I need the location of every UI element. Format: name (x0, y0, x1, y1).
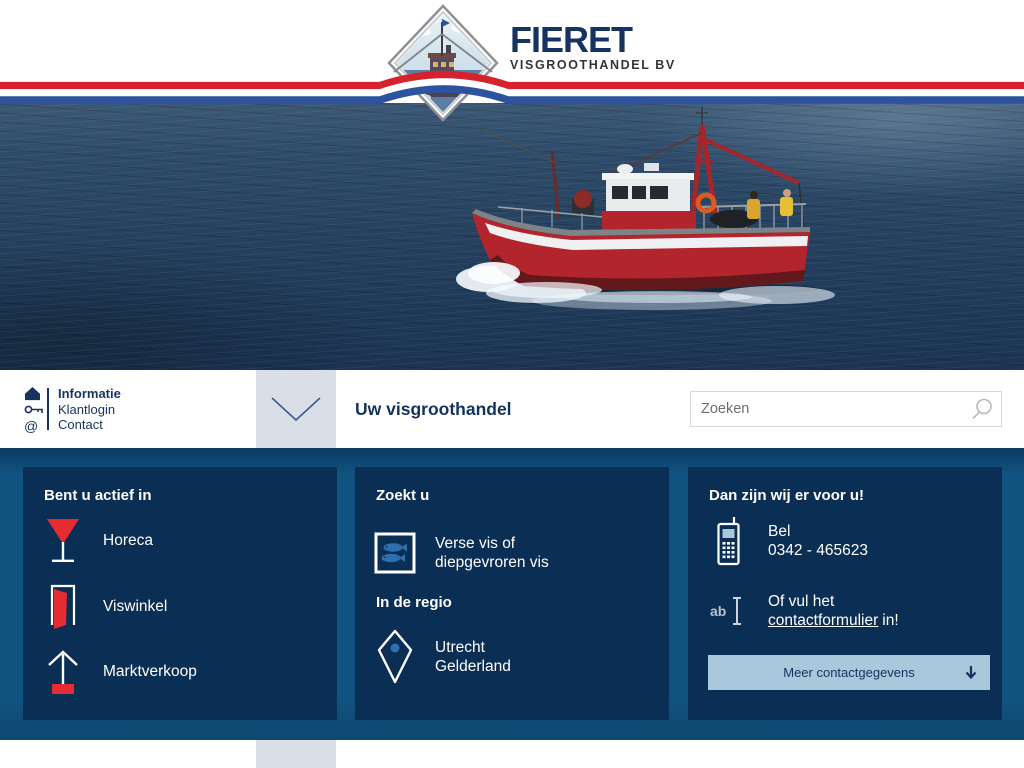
activity-row-marktverkoop[interactable] (23, 648, 337, 694)
form-suffix: in! (882, 612, 899, 629)
product-label (435, 534, 549, 572)
brand-title: FIERET (510, 19, 633, 60)
arrow-down-icon (964, 665, 978, 680)
activity-row-horeca[interactable] (23, 518, 337, 562)
key-icon (24, 403, 44, 416)
card-activity (23, 467, 337, 720)
product-label-line1: Verse vis of (435, 535, 516, 552)
utility-nav (58, 386, 121, 433)
product-label-line2: diepgevroren vis (435, 554, 549, 571)
fish-icon (374, 532, 416, 574)
card-product (355, 467, 669, 720)
card-contact (688, 467, 1002, 720)
activity-row-viswinkel[interactable] (23, 583, 337, 629)
market-stall-icon (47, 648, 79, 694)
nav-item-informatie[interactable]: Informatie (58, 386, 121, 401)
contact-row-form (688, 589, 1002, 633)
activity-label: Viswinkel (103, 597, 168, 615)
at-icon: @ (24, 417, 39, 434)
chevron-down-icon (268, 394, 324, 424)
phone-number: 0342 - 465623 (768, 542, 868, 559)
phone-line1: Bel (768, 523, 791, 540)
phone-label (768, 522, 868, 560)
nav-divider (47, 388, 49, 430)
card-title: Zoekt u (376, 487, 430, 504)
card-subtitle: In de regio (376, 594, 452, 611)
activity-label: Marktverkoop (103, 662, 197, 680)
open-door-icon (48, 583, 78, 629)
dutch-flag-ribbon (0, 62, 1024, 110)
region-label (435, 638, 511, 676)
highlight-section (0, 448, 1024, 740)
mobile-phone-icon (715, 516, 742, 566)
card-title: Dan zijn wij er voor u! (709, 487, 865, 504)
nav-item-contact[interactable]: Contact (58, 417, 103, 432)
nav-item-klantlogin[interactable]: Klantlogin (58, 401, 116, 417)
collapse-panel-button[interactable] (256, 370, 336, 448)
fishing-boat-illustration (452, 103, 852, 318)
region-line1: Utrecht (435, 639, 485, 656)
martini-glass-icon (46, 517, 80, 563)
form-label (768, 592, 899, 630)
product-row-fish[interactable] (355, 531, 669, 575)
search-button[interactable] (963, 392, 1001, 426)
svg-text:ab: ab (710, 603, 727, 619)
product-row-region[interactable] (355, 629, 669, 685)
form-line2 (768, 611, 899, 630)
search-icon (970, 397, 994, 421)
brand-subtitle: VISGROOTHANDEL BV (510, 58, 676, 72)
scroll-indicator-box[interactable] (256, 740, 336, 768)
button-label: Meer contactgegevens (783, 665, 915, 680)
form-line1: Of vul het (768, 593, 835, 610)
page-title: Uw visgroothandel (355, 398, 512, 419)
card-title: Bent u actief in (44, 487, 152, 504)
text-cursor-icon (709, 594, 747, 628)
toolbar (0, 370, 1024, 448)
meer-contactgegevens-button[interactable] (708, 655, 990, 690)
map-pin-icon (376, 629, 414, 685)
search-input[interactable] (691, 401, 963, 417)
contact-row-phone[interactable] (688, 515, 1002, 567)
activity-label: Horeca (103, 531, 153, 549)
contactformulier-link[interactable]: contactformulier (768, 612, 879, 629)
hero-sea-photo (0, 103, 1024, 370)
search-box (690, 391, 1002, 427)
bottom-strip (0, 740, 1024, 768)
region-line2: Gelderland (435, 658, 511, 675)
nav-icon-column (24, 386, 46, 434)
home-icon (24, 386, 41, 401)
